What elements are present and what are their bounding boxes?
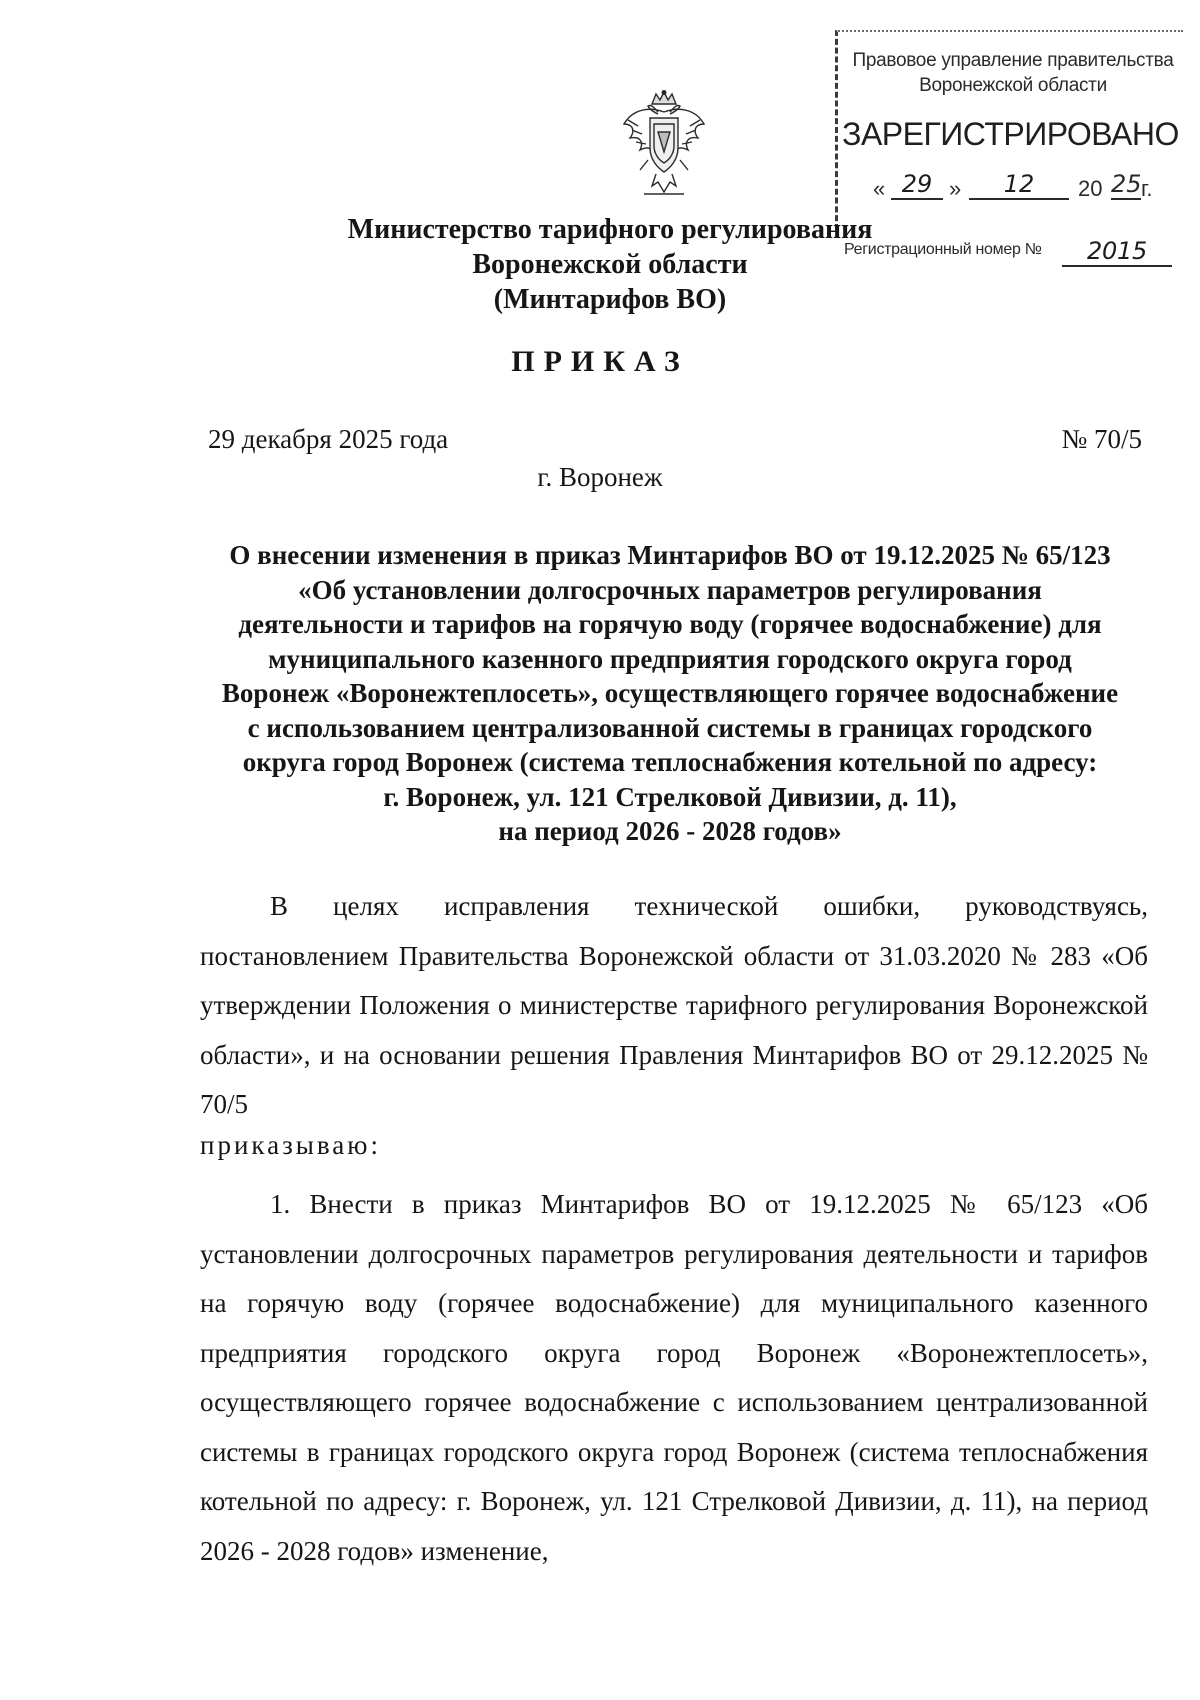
- stamp-quote-open: «: [873, 176, 886, 201]
- orders-word: приказываю:: [200, 1130, 381, 1160]
- document-title: ПРИКАЗ: [511, 345, 689, 378]
- subject-line: округа город Воронеж (система теплоснабжения котельной по адресу:: [242, 747, 1098, 777]
- stamp-org-line2: Воронежской области: [919, 75, 1107, 96]
- order-number: № 70/5: [1061, 424, 1142, 454]
- coat-of-arms-emblem: [618, 90, 710, 200]
- stamp-reg-label: Регистрационный номер №: [844, 241, 1042, 258]
- stamp-org-line1: Правовое управление правительства: [852, 50, 1174, 71]
- stamp-reg-number: 2015: [1062, 237, 1172, 267]
- stamp-quote-close: »: [949, 176, 962, 201]
- subject-line: Воронеж «Воронежтеплосеть», осуществляющего горячее водоснабжение: [221, 678, 1119, 708]
- subject-line: «Об установлении долгосрочных параметров регулирования: [298, 574, 1042, 605]
- preamble-paragraph: В целях исправления технической ошибки, руководствуясь, постановлением Правительства Воронежской области от 31.03.2020 № 283 «Об утверждении Положения о министерстве тарифного регулирования Воронежской области», и на основании решения Правления Минтарифов ВО от 29.12.2025 № 70/5: [200, 891, 1148, 1119]
- subject-line: муниципального казенного предприятия городского округа город: [268, 643, 1072, 674]
- stamp-year-prefix: 20: [1078, 176, 1103, 201]
- order-date: 29 декабря 2025 года: [208, 424, 449, 454]
- stamp-year-handwritten: 25: [1111, 170, 1142, 198]
- stamp-month: 12: [969, 170, 1069, 200]
- order-item-1: 1. Внести в приказ Минтарифов ВО от 19.12.2025 № 65/123 «Об установлении долгосрочных параметров регулирования деятельности и тарифов на горячую воду (горячее водоснабжение) для муниципального казенного предприятия городского округа город Воронеж «Воронежтеплосеть», осуществляющего горячее водоснабжение с использованием централизованной системы в границах городского округа город Воронеж (система теплоснабжения котельной по адресу: г. Воронеж, ул. 121 Стрелковой Дивизии, д. 11), на период 2026 - 2028 годов» изменение,: [200, 1189, 1148, 1566]
- stamp-year-suffix: г.: [1141, 176, 1153, 201]
- order-subject: [190, 538, 1150, 849]
- subject-line: на период 2026 - 2028 годов»: [498, 816, 842, 846]
- ministry-name-line2: Воронежской области: [472, 249, 748, 280]
- stamp-day: 29: [891, 170, 943, 200]
- ministry-abbreviation: (Минтарифов ВО): [493, 284, 727, 315]
- subject-line: деятельности и тарифов на горячую воду (горячее водоснабжение) для: [238, 609, 1102, 639]
- ministry-name-line1: Министерство тарифного регулирования: [347, 214, 873, 245]
- registration-stamp: [835, 30, 1183, 265]
- ministry-heading: [330, 212, 890, 317]
- subject-line: г. Воронеж, ул. 121 Стрелковой Дивизии, д. 11),: [383, 781, 957, 812]
- stamp-date: [873, 170, 1173, 206]
- subject-line: О внесении изменения в приказ Минтарифов ВО от 19.12.2025 № 65/123: [229, 540, 1111, 570]
- stamp-title: ЗАРЕГИСТРИРОВАНО: [842, 116, 1179, 152]
- stamp-organization: [848, 48, 1178, 98]
- order-city: г. Воронеж: [537, 462, 663, 492]
- subject-line: с использованием централизованной системы в границах городского: [247, 712, 1093, 743]
